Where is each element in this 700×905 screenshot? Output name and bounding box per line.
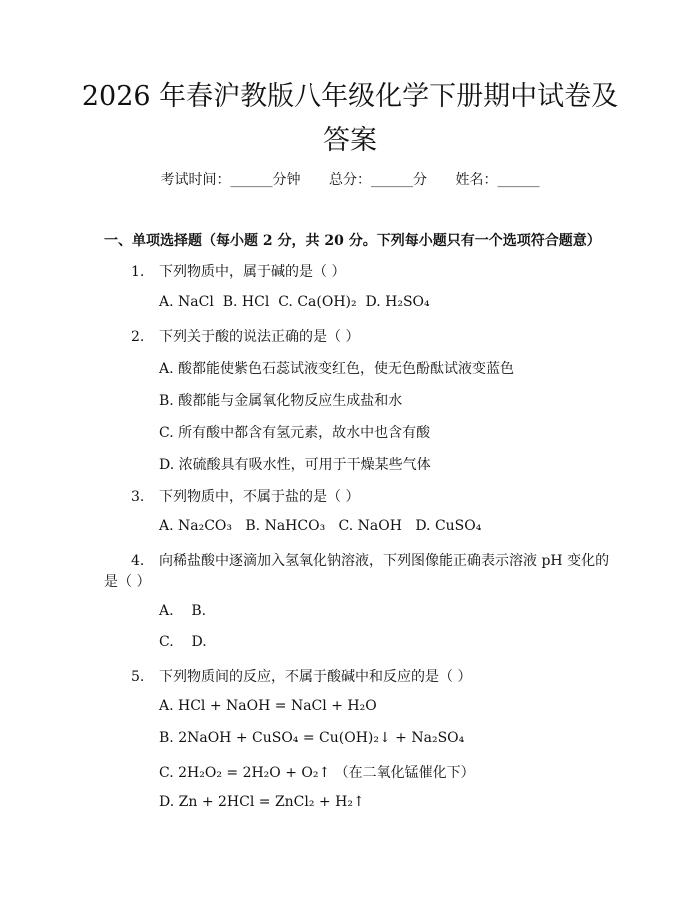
option-d: D. Zn + 2HCl = ZnCl₂ + H₂↑ [159,794,365,810]
option-a: A. 酸都能使紫色石蕊试液变红色，使无色酚酞试液变蓝色 [159,361,515,377]
exam-time: 考试时间：______分钟 [160,172,301,188]
exam-title [70,75,630,163]
option-c: C. [159,634,174,650]
time-blank: ______ [230,172,273,188]
question-3: 3. 下列物质中，不属于盐的是（ ） [131,489,360,505]
exam-title-line1: 2026 年春沪教版八年级化学下册期中试卷及 [81,81,619,112]
question-2: 2. 下列关于酸的说法正确的是（ ） [131,329,360,345]
exam-title-line2: 答案 [323,125,377,156]
question-3-options [159,518,481,534]
section-heading-single-choice: 一、单项选择题（每小题 2 分，共 20 分。下列每小题只有一个选项符合题意） [104,233,601,249]
option-c: C. NaOH [338,518,402,534]
question-4: 4. 向稀盐酸中逐滴加入氢氧化钠溶液，下列图像能正确表示溶液 pH 变化的 [131,553,610,569]
option-d: D. 浓硫酸具有吸水性，可用于干燥某些气体 [159,457,431,473]
option-b: B. NaHCO₃ [245,518,326,534]
option-a: A. HCl + NaOH = NaCl + H₂O [159,698,377,714]
question-4-stem-continued: 是（ ） [104,574,151,590]
option-d: D. H₂SO₄ [365,294,430,310]
option-b: B. [191,603,207,619]
question-stem: 下列物质间的反应，不属于酸碱中和反应的是（ ） [159,669,472,685]
option-d: D. CuSO₄ [415,518,482,534]
question-stem: 下列物质中，不属于盐的是（ ） [159,489,360,505]
option-b: B. HCl [222,294,270,310]
question-5: 5. 下列物质间的反应，不属于酸碱中和反应的是（ ） [131,669,472,685]
option-c: C. Ca(OH)₂ [278,294,357,310]
option-b: B. 酸都能与金属氧化物反应生成盐和水 [159,393,403,409]
total-score: 总分：______分 [329,172,427,188]
option-a: A. Na₂CO₃ [159,518,233,534]
question-1-options [159,294,430,310]
option-c: C. 2H₂O₂ = 2H₂O + O₂↑ （在二氧化锰催化下） [159,765,475,781]
option-d: D. [191,634,207,650]
question-stem: 向稀盐酸中逐滴加入氢氧化钠溶液，下列图像能正确表示溶液 pH 变化的 [159,553,610,569]
score-blank: ______ [371,172,413,188]
question-4-options-row1 [159,603,206,619]
question-4-options-row2 [159,634,207,650]
name-blank: ______ [497,172,540,188]
option-a: A. NaCl [159,294,214,310]
question-1: 1. 下列物质中，属于碱的是（ ） [131,264,346,280]
student-name: 姓名：______ [455,172,540,188]
option-c: C. 所有酸中都含有氢元素，故水中也含有酸 [159,425,431,441]
option-b: B. 2NaOH + CuSO₄ = Cu(OH)₂↓ + Na₂SO₄ [159,730,465,746]
question-stem: 下列物质中，属于碱的是（ ） [159,264,346,280]
exam-info [0,169,700,189]
option-a: A. [159,603,174,619]
question-stem: 下列关于酸的说法正确的是（ ） [159,329,360,345]
